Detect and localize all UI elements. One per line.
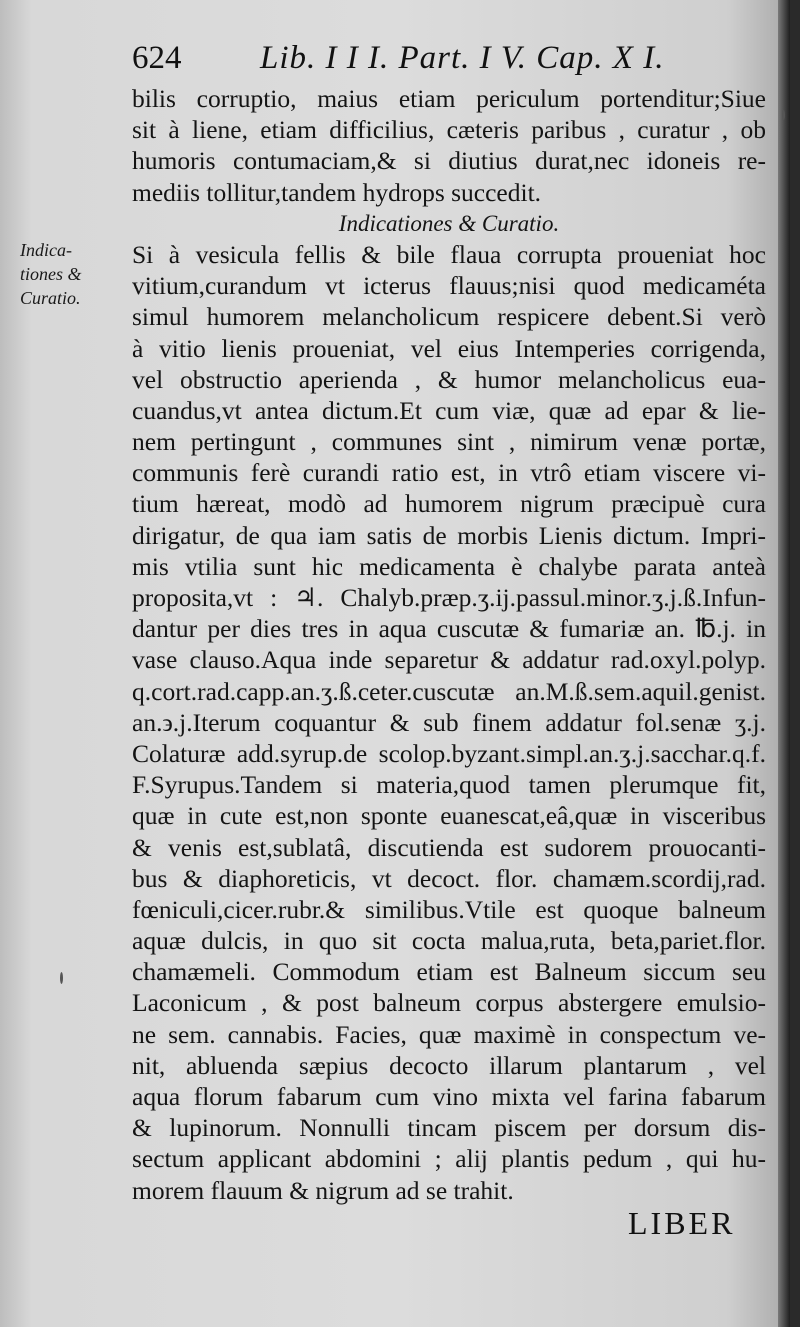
text-line: bus & diaphoreticis, vt decoct. flor. chamæm.scordij,rad.: [132, 863, 766, 893]
text-line: nem pertingunt , communes sint , nimirum venæ portæ,: [132, 427, 766, 457]
margin-note: [20, 238, 132, 310]
text-line: bilis corruptio, maius etiam periculum portenditur;Siue: [132, 84, 766, 113]
text-line: sit à liene, etiam difficilius, cæteris paribus , curatur , ob: [132, 115, 766, 145]
text-line: vase clauso.Aqua inde separetur & addatur rad.oxyl.polyp.: [132, 645, 766, 675]
running-head: Lib. I I I. Part. I V. Cap. X I.: [260, 40, 665, 76]
text-line: à vitio lienis proueniat, vel eius Intemperies corrigenda,: [132, 333, 766, 363]
margin-note-line: Indica-: [20, 240, 72, 260]
text-line: aquæ dulcis, in quo sit cocta malua,ruta, beta,pariet.flor.: [132, 926, 766, 956]
ink-speck: [782, 110, 785, 120]
text-line: & venis est,sublatâ, discutienda est sudorem prouocanti-: [132, 832, 766, 862]
text-line: dirigatur, de qua iam satis de morbis Lienis dictum. Impri-: [132, 520, 766, 550]
text-line: communis ferè curandi ratio est, in vtrô etiam viscere vi-: [132, 458, 766, 488]
page-number: 624: [132, 40, 182, 76]
text-line: quæ in cute est,non sponte euanescat,eâ,quæ in visceribus: [132, 801, 766, 831]
text-line: & lupinorum. Nonnulli tincam piscem per dorsum dis-: [132, 1113, 766, 1143]
margin-note-line: tiones &: [20, 264, 82, 284]
text-line: aqua florum fabarum cum vino mixta vel farina fabarum: [132, 1082, 766, 1111]
text-line: cuandus,vt antea dictum.Et cum viæ, quæ ad epar & lie-: [132, 395, 766, 425]
text-line: tium hæreat, modò ad humorem nigrum præcipuè cura: [132, 489, 766, 519]
ink-speck: [60, 972, 63, 984]
text-line: nit, abluenda sæpius decocto illarum plantarum , vel: [132, 1050, 766, 1080]
text-line: an.϶.j.Iterum coquantur & sub finem addatur fol.senæ ʒ.j.: [132, 707, 766, 737]
text-line: Colaturæ add.syrup.de scolop.byzant.simpl.an.ʒ.j.sacchar.q.f.: [132, 738, 766, 768]
body-text: [132, 83, 766, 1206]
text-line: fœniculi,cicer.rubr.& similibus.Vtile est quoque balneum: [132, 894, 766, 924]
catchword: LIBER: [628, 1205, 736, 1241]
text-line: morem flauum & nigrum ad se trahit.: [132, 1175, 514, 1205]
text-line: Laconicum , & post balneum corpus abstergere emulsio-: [132, 988, 766, 1018]
text-line: proposita,vt : ♃. Chalyb.præp.ʒ.ij.passul.minor.ʒ.j.ß.Infun-: [132, 583, 766, 612]
text-line: humoris contumaciam,& si diutius durat,nec idoneis re-: [132, 146, 766, 176]
book-spine: [778, 0, 790, 1327]
text-line: vel obstructio aperienda , & humor melancholicus eua-: [132, 364, 766, 394]
text-line: F.Syrupus.Tandem si materia,quod tamen plerumque fit,: [132, 770, 766, 800]
text-line: chamæmeli. Commodum etiam est Balneum siccum seu: [132, 957, 766, 987]
text-line: simul humorem melancholicum respicere debent.Si verò: [132, 302, 766, 332]
text-line: mediis tollitur,tandem hydrops succedit.: [132, 177, 542, 207]
text-line: vitium,curandum vt icterus flauus;nisi quod medicaméta: [132, 271, 766, 301]
text-line: dantur per dies tres in aqua cuscutæ & fumariæ an. ℔.j. in: [132, 614, 766, 644]
text-line: mis vtilia sunt hic medicamenta è chalybe parata anteà: [132, 551, 766, 581]
section-heading: Indicationes & Curatio.: [338, 210, 560, 236]
text-line: q.cort.rad.capp.an.ʒ.ß.ceter.cuscutæ an.M.ß.sem.aquil.genist.: [132, 676, 766, 706]
margin-note-line: Curatio.: [20, 288, 81, 308]
text-line: ne sem. cannabis. Facies, quæ maximè in conspectum ve-: [132, 1019, 766, 1049]
page-header: [132, 40, 772, 88]
text-line: sectum applicant abdomini ; alij plantis pedum , qui hu-: [132, 1144, 766, 1174]
text-line: Si à vesicula fellis & bile flaua corrupta proueniat hoc: [132, 239, 766, 269]
